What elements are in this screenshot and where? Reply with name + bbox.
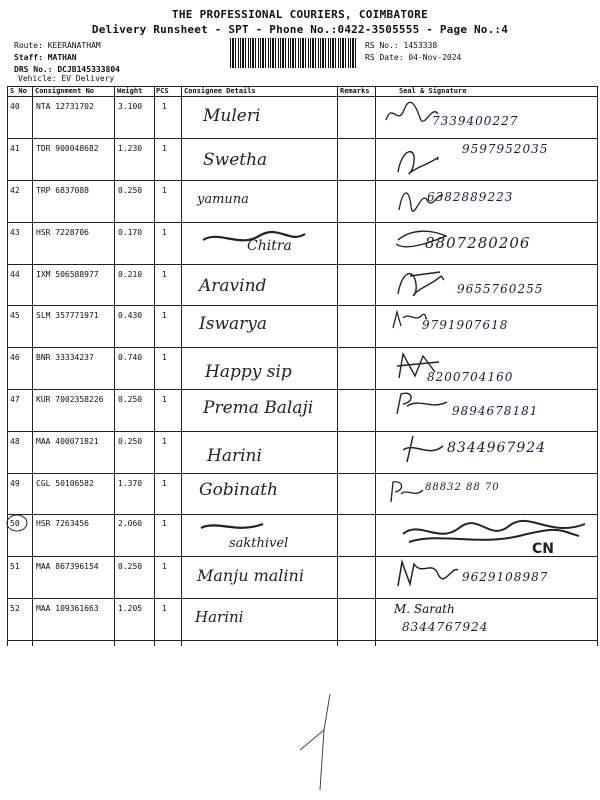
row-pcs: 1 [162, 311, 167, 320]
route-label: Route: KEERANATHAM [14, 41, 101, 50]
strikethrough-scribble [399, 514, 589, 550]
vehicle-label: Vehicle: EV Delivery [18, 74, 115, 83]
row-sno: 47 [10, 395, 20, 404]
staff-label: Staff: MATHAN [14, 53, 77, 62]
row-pcs: 1 [162, 604, 167, 613]
phone-number: 8200704160 [427, 370, 514, 384]
signature-scribble [387, 478, 427, 506]
row-sno: 51 [10, 562, 20, 571]
row-consignment: TDR 900048682 [36, 144, 99, 153]
row-pcs: 1 [162, 562, 167, 571]
col-header-signature: Seal & Signature [399, 87, 467, 95]
row-weight: 1.230 [118, 144, 143, 153]
row-consignment: MAA 867396154 [36, 562, 99, 571]
row-weight: 0.250 [118, 562, 143, 571]
row-consignment: BNR 33334237 [36, 353, 94, 362]
phone-number: 8807280206 [425, 234, 531, 252]
phone-number: 9894678181 [452, 404, 539, 418]
row-pcs: 1 [162, 519, 167, 528]
col-header-weight: Weight [117, 87, 143, 95]
row-sno: 48 [10, 437, 20, 446]
row-pcs: 1 [162, 228, 167, 237]
barcode [230, 38, 356, 68]
row-sno: 46 [10, 353, 20, 362]
signature-scribble [399, 432, 449, 466]
row-pcs: 1 [162, 395, 167, 404]
col-header-remarks: Remarks [340, 87, 370, 95]
row-sno: 45 [10, 311, 20, 320]
phone-number: 9629108987 [462, 570, 549, 584]
row-pcs: 1 [162, 186, 167, 195]
row-pcs: 1 [162, 144, 167, 153]
phone-number: 8344967924 [447, 440, 547, 456]
consignee-name: Muleri [203, 106, 261, 126]
consignee-name: Prema Balaji [203, 398, 314, 418]
phone-number: 6382889223 [427, 190, 514, 204]
consignee-name: yamuna [197, 192, 249, 207]
row-weight: 2.060 [118, 519, 143, 528]
row-weight: 3.100 [118, 102, 143, 111]
row-pcs: 1 [162, 479, 167, 488]
consignee-name: Iswarya [199, 314, 267, 334]
row-weight: 0.740 [118, 353, 143, 362]
row-consignment: HSR 7263456 [36, 519, 89, 528]
row-consignment: HSR 7228706 [36, 228, 89, 237]
row-consignment: TRP 6837088 [36, 186, 89, 195]
phone-number: 8344767924 [402, 620, 489, 634]
row-sno: 40 [10, 102, 20, 111]
rs-number: RS No.: 1453338 [365, 41, 438, 50]
signature-scribble [392, 556, 462, 592]
company-title: THE PROFESSIONAL COURIERS, COIMBATORE [171, 8, 429, 21]
consignee-name: Happy sip [205, 362, 292, 382]
row-consignment: MAA 109361663 [36, 604, 99, 613]
row-sno: 41 [10, 144, 20, 153]
rs-date: RS Date: 04-Nov-2024 [365, 53, 462, 62]
stray-pen-mark [290, 690, 350, 800]
row-weight: 0.210 [118, 270, 143, 279]
runsheet-table [7, 86, 598, 646]
col-header-pcs: PCS [156, 87, 169, 95]
consignee-name: sakthivel [229, 536, 289, 551]
col-header-sno: S No [10, 87, 27, 95]
row-pcs: 1 [162, 102, 167, 111]
runsheet-subtitle: Delivery Runsheet - SPT - Phone No.:0422-3505555 - Page No.:4 [91, 23, 509, 36]
row-weight: 0.250 [118, 186, 143, 195]
signature-name: M. Sarath [394, 602, 455, 616]
row-weight: 0.250 [118, 395, 143, 404]
row-sno: 42 [10, 186, 20, 195]
row-weight: 0.430 [118, 311, 143, 320]
strikethrough-scribble [197, 516, 267, 536]
phone-number: 88832 88 70 [425, 482, 500, 493]
consignee-name: Manju malini [197, 566, 304, 585]
phone-number: 9597952035 [462, 142, 549, 156]
consignee-name: Harini [195, 608, 244, 626]
row-consignment: SLM 357771971 [36, 311, 99, 320]
phone-number: 7339400227 [432, 114, 519, 128]
row-consignment: CGL 50106582 [36, 479, 94, 488]
consignee-name: Gobinath [199, 480, 278, 500]
signature-scribble [392, 142, 442, 178]
consignee-name: Chitra [247, 238, 292, 254]
row-weight: 0.170 [118, 228, 143, 237]
row-pcs: 1 [162, 353, 167, 362]
row-sno: 43 [10, 228, 20, 237]
row-sno: 52 [10, 604, 20, 613]
drs-number: DRS No.: DCJB145333804 [14, 65, 120, 74]
cn-note: CN [532, 541, 554, 557]
row-consignment: MAA 400071821 [36, 437, 99, 446]
consignee-name: Swetha [203, 150, 268, 170]
signature-scribble [391, 388, 451, 418]
row-sno: 49 [10, 479, 20, 488]
signature-scribble [392, 264, 452, 300]
row-weight: 1.205 [118, 604, 143, 613]
phone-number: 9655760255 [457, 282, 544, 296]
row-consignment: KUR 7002358226 [36, 395, 104, 404]
row-sno: 50 [10, 519, 20, 528]
row-consignment: IXM 506588977 [36, 270, 99, 279]
row-pcs: 1 [162, 270, 167, 279]
row-consignment: NTA 12731702 [36, 102, 94, 111]
consignee-name: Harini [207, 446, 262, 466]
row-sno: 44 [10, 270, 20, 279]
row-weight: 1.370 [118, 479, 143, 488]
consignee-name: Aravind [199, 276, 267, 296]
col-header-consignment: Consignment No [35, 87, 95, 95]
phone-number: 9791907618 [422, 318, 509, 332]
col-header-consignee: Consignee Details [184, 87, 256, 95]
row-weight: 0.250 [118, 437, 143, 446]
row-pcs: 1 [162, 437, 167, 446]
